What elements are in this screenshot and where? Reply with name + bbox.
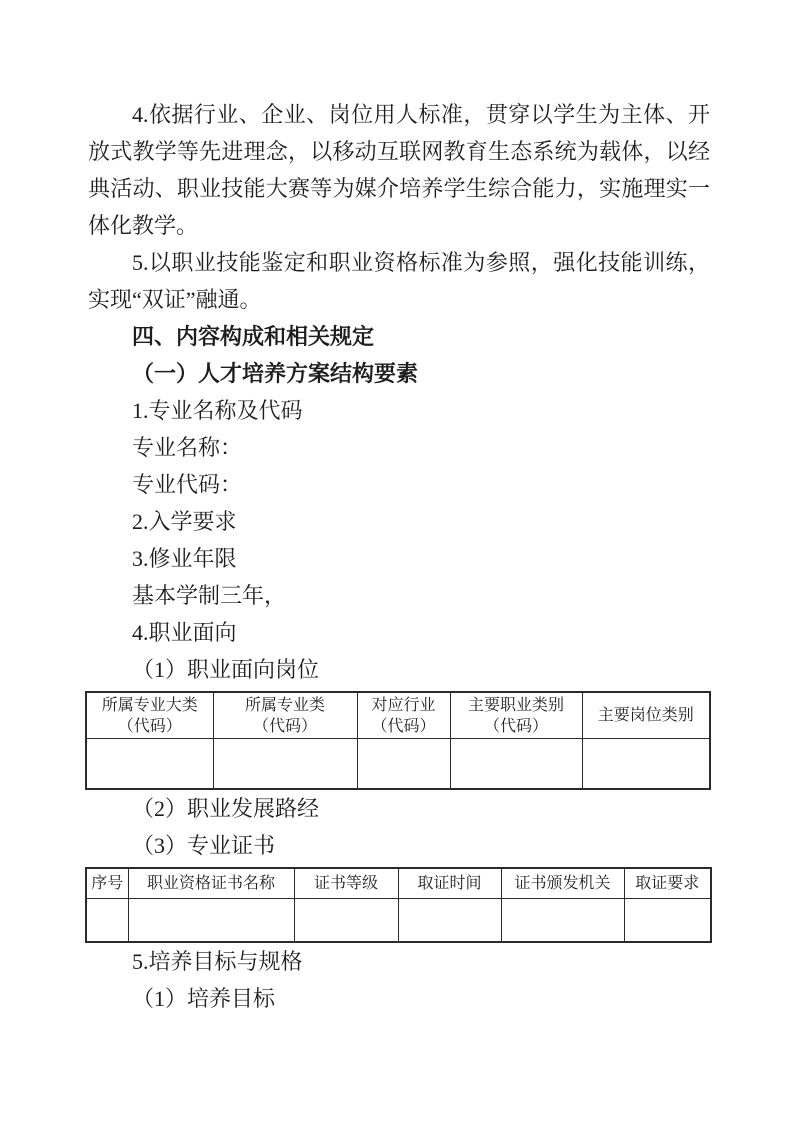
- column-header-certificate-name: 职业资格证书名称: [128, 868, 294, 899]
- job-orientation-header-row: [86, 692, 710, 739]
- table-cell: [357, 739, 450, 790]
- certificates-empty-row: [86, 899, 711, 943]
- column-header-certificate-requirement: 取证要求: [624, 868, 711, 899]
- column-header-major-category: [86, 692, 213, 739]
- column-header-certificate-level: 证书等级: [294, 868, 398, 899]
- field-major-name-label: 专业名称：: [132, 435, 243, 460]
- header-line: 主要岗位类别: [597, 707, 694, 724]
- column-header-issuing-authority: 证书颁发机关: [501, 868, 624, 899]
- table-cell: [582, 739, 710, 790]
- column-header-major-class: [213, 692, 357, 739]
- paragraph-method-4: 4.依据行业、企业、岗位用人标准，贯穿以学生为主体、开放式教学等先进理念，以移动互联网教育生态系统为载体，以经典活动、职业技能大赛等为媒介培养学生综合能力，实施理实一体化教学。: [88, 102, 710, 238]
- item-entry-requirement: 2.入学要求: [132, 509, 237, 534]
- certificates-table: [85, 867, 712, 943]
- table-cell: [294, 899, 398, 943]
- table-cell: [624, 899, 711, 943]
- column-header-industry: [357, 692, 450, 739]
- document-content: [88, 96, 710, 1017]
- header-line: （代码）: [483, 717, 548, 735]
- field-major-code-label: 专业代码：: [132, 472, 243, 497]
- header-line: 所属专业类: [244, 696, 325, 714]
- item-job-orientation: 4.职业面向: [132, 620, 237, 645]
- table-cell: [86, 899, 128, 943]
- header-line: 主要职业类别: [467, 696, 564, 714]
- column-header-serial-number: 序号: [86, 868, 128, 899]
- header-line: （代码）: [371, 717, 436, 735]
- study-duration-note: 基本学制三年，: [132, 583, 287, 608]
- column-header-occupation-category: [450, 692, 582, 739]
- paragraph-method-5: 5.以职业技能鉴定和职业资格标准为参照，强化技能训练，实现“双证”融通。: [88, 250, 710, 312]
- table-cell: [86, 739, 213, 790]
- header-line: 对应行业: [371, 696, 436, 714]
- item-training-objective-1: （1）培养目标: [132, 986, 276, 1011]
- subsection-heading: （一）人才培养方案结构要素: [132, 361, 419, 386]
- job-orientation-table: [85, 691, 711, 790]
- table-cell: [501, 899, 624, 943]
- header-line: （代码）: [252, 717, 317, 735]
- header-line: （代码）: [117, 717, 182, 735]
- table-cell: [128, 899, 294, 943]
- item-major-name-code: 1.专业名称及代码: [132, 398, 303, 423]
- table-cell: [450, 739, 582, 790]
- certificates-header-row: [86, 868, 711, 899]
- table-cell: [398, 899, 501, 943]
- item-study-duration: 3.修业年限: [132, 546, 237, 571]
- item-training-objectives: 5.培养目标与规格: [132, 949, 303, 974]
- column-header-certificate-time: 取证时间: [398, 868, 501, 899]
- job-orientation-empty-row: [86, 739, 710, 790]
- section-heading: 四、内容构成和相关规定: [132, 324, 375, 349]
- header-line: 所属专业大类: [101, 696, 198, 714]
- item-job-orientation-positions: （1）职业面向岗位: [132, 657, 320, 682]
- column-header-post-category: [582, 692, 710, 739]
- item-professional-certificates: （3）专业证书: [132, 833, 276, 858]
- item-career-path: （2）职业发展路经: [132, 796, 320, 821]
- table-cell: [213, 739, 357, 790]
